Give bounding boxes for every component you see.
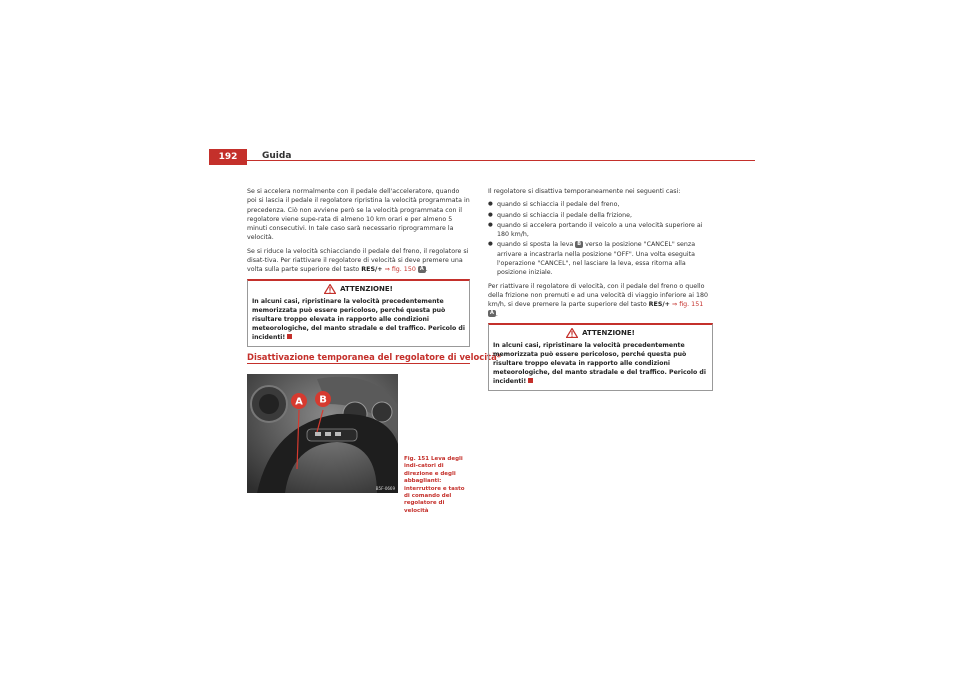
- tag-a: A: [490, 310, 494, 317]
- paragraph-brake: [247, 247, 470, 275]
- tag-b: B: [577, 240, 582, 247]
- warning-header: [493, 328, 708, 339]
- warning-text-content: In alcuni casi, ripristinare la velocità precedentemente memorizzata può essere pericoloso, perché questa può risultare troppo elevata in rapporto alle condizioni meteorologiche, del manto stradale e del traffico. Pericolo di incidenti!: [252, 297, 465, 341]
- paragraph-reactivate-text: Per riattivare il regolatore di velocità, con il pedale del freno o quello della frizione non premuti e ad una velocità di viaggio inferiore ai 180 km/h, si deve premere la parte superiore del tasto: [488, 282, 709, 309]
- figure-steering-lever: [247, 374, 398, 493]
- warning-text: [493, 341, 708, 386]
- list-item: ● quando si schiaccia il pedale del freno,: [488, 200, 713, 209]
- list-item-text-end: verso la posizione "CANCEL" senza arrivare a incastrarla nella posizione "OFF". Una volta eseguita l'operazione "CANCEL", nel lasciare la leva, essa ritorna alla posizione iniziale.: [497, 241, 696, 277]
- warning-triangle-icon: [566, 328, 578, 338]
- warning-title: ATTENZIONE!: [340, 284, 393, 293]
- paragraph-brake-end: .: [425, 266, 428, 274]
- end-mark-icon: [528, 378, 533, 383]
- warning-box-right: [488, 323, 713, 391]
- paragraph-reactivate-end: .: [495, 310, 498, 318]
- paragraph-intro: Il regolatore si disattiva temporaneamente nei seguenti casi:: [488, 188, 681, 195]
- res-key-label: RES/+: [361, 266, 383, 274]
- figure-reference-150[interactable]: ⇒ fig. 150: [382, 266, 416, 274]
- label-a: A: [295, 396, 303, 408]
- paragraph-resume: Se si accelera normalmente con il pedale dell'acceleratore, quando poi si lascia il pedale il regolatore ripristina la velocità programmata in precedenza. Ciò non avviene però se la velocità programmata con il regolatore viene supe-rata di almeno 10 km orari e per almeno 5 minuti consecutivi. In tale caso sarà necessario riprogrammare la velocità.: [247, 188, 470, 242]
- page-number: 192: [209, 149, 247, 165]
- figure-code: B5F-0669: [375, 486, 395, 491]
- steering-wheel-photo: [247, 374, 398, 493]
- left-column: [247, 187, 470, 347]
- paragraph-reactivate: [488, 282, 713, 319]
- end-mark-icon: [287, 334, 292, 339]
- warning-text-content: In alcuni casi, ripristinare la velocità precedentemente memorizzata può essere pericoloso, perché questa può risultare troppo elevata in rapporto alle condizioni meteorologiche, del manto stradale e del traffico. Pericolo di incidenti!: [493, 341, 706, 385]
- list-item: ● quando si schiaccia il pedale della frizione,: [488, 211, 713, 220]
- warning-triangle-icon: [324, 284, 336, 294]
- label-b: B: [319, 394, 327, 406]
- list-item-text: quando si sposta la leva: [497, 241, 576, 249]
- warning-header: [252, 284, 465, 295]
- list-item: ● quando si accelera portando il veicolo a una velocità superiore ai 180 km/h,: [488, 221, 713, 240]
- tag-a: A: [419, 265, 424, 272]
- header-rule: [209, 160, 755, 161]
- res-key-label: RES/+: [648, 301, 670, 309]
- figure-reference-151[interactable]: ⇒ fig. 151: [669, 301, 704, 309]
- warning-text: [252, 297, 465, 342]
- paragraph-brake-text: Se si riduce la velocità schiacciando il pedale del freno, il regolatore si disat-tiva. Per riattivare il regolatore di velocità si deve premere una volta sulla parte superiore del tasto: [247, 247, 469, 274]
- figure-caption: Fig. 151 Leva degli indi-catori di direzione e degli abbaglianti: interruttore e tasto di comando del regolatore di velocità: [404, 456, 465, 514]
- list-item: [488, 240, 713, 277]
- header-title: Guida: [262, 151, 292, 161]
- warning-box-left: [247, 279, 470, 347]
- section-title: Disattivazione temporanea del regolatore di velocità*: [247, 352, 502, 362]
- bullet-list: [488, 200, 713, 277]
- warning-title: ATTENZIONE!: [582, 328, 635, 337]
- right-column: [488, 187, 713, 391]
